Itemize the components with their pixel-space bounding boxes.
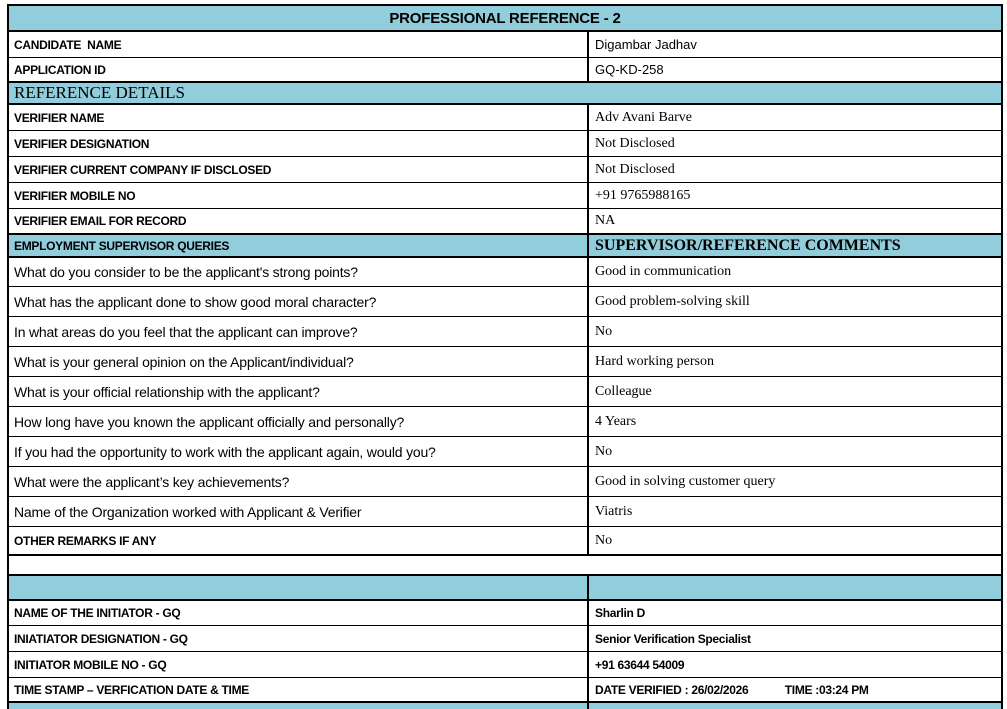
- query-row: [9, 256, 1001, 286]
- verifier-email-row: [9, 208, 1001, 233]
- other-remarks-row: [9, 526, 1001, 554]
- field-label: VERIFIER EMAIL FOR RECORD: [9, 209, 589, 233]
- empty-cell: [9, 576, 589, 599]
- application-id-row: [9, 57, 1001, 81]
- question-cell: What is your general opinion on the Applicant/individual?: [9, 347, 589, 376]
- queries-header-right: SUPERVISOR/REFERENCE COMMENTS: [595, 236, 901, 254]
- field-label: VERIFIER CURRENT COMPANY IF DISCLOSED: [9, 157, 589, 182]
- question-cell: Name of the Organization worked with Applicant & Verifier: [9, 497, 589, 526]
- queries-header-row: [9, 233, 1001, 256]
- query-row: [9, 496, 1001, 526]
- field-value: +91 63644 54009: [595, 657, 685, 672]
- answer-cell: No: [595, 323, 613, 339]
- answer-cell: 4 Years: [595, 413, 637, 429]
- verifier-name-row: [9, 103, 1001, 130]
- query-row: [9, 286, 1001, 316]
- question-cell: What is your official relationship with the applicant?: [9, 377, 589, 406]
- answer-cell: Good in communication: [595, 264, 732, 279]
- section-title: REFERENCE DETAILS: [14, 83, 185, 102]
- query-row: [9, 346, 1001, 376]
- answer-cell: Hard working person: [595, 353, 714, 369]
- reference-form-table: [7, 4, 1003, 709]
- initiator-mobile-row: [9, 651, 1001, 677]
- question-cell: If you had the opportunity to work with the applicant again, would you?: [9, 437, 589, 466]
- field-label: TIME STAMP – VERFICATION DATE & TIME: [9, 678, 589, 701]
- question-cell: How long have you known the applicant officially and personally?: [9, 407, 589, 436]
- empty-cell: [9, 703, 589, 709]
- empty-white-row: [9, 554, 1001, 574]
- field-value: Digambar Jadhav: [595, 37, 697, 52]
- field-value: GQ-KD-258: [595, 62, 664, 77]
- answer-cell: Viatris: [595, 503, 633, 519]
- question-cell: What has the applicant done to show good moral character?: [9, 287, 589, 316]
- field-label: APPLICATION ID: [9, 58, 589, 81]
- field-label: VERIFIER DESIGNATION: [9, 131, 589, 156]
- answer-cell: Colleague: [595, 383, 652, 399]
- query-row: [9, 316, 1001, 346]
- field-label: VERIFIER NAME: [9, 105, 589, 130]
- reference-details-header-row: [9, 81, 1001, 103]
- answer-cell: Good problem-solving skill: [595, 293, 750, 309]
- queries-header-left: EMPLOYMENT SUPERVISOR QUERIES: [9, 235, 589, 256]
- verifier-mobile-row: [9, 182, 1001, 208]
- page-title: PROFESSIONAL REFERENCE - 2: [389, 9, 621, 27]
- query-row: [9, 406, 1001, 436]
- candidate-name-row: [9, 30, 1001, 57]
- verifier-company-row: [9, 156, 1001, 182]
- empty-cell: [9, 556, 1001, 574]
- field-label: INITIATOR MOBILE NO - GQ: [9, 652, 589, 677]
- field-value: No: [595, 532, 613, 548]
- field-label: OTHER REMARKS IF ANY: [9, 527, 589, 554]
- question-cell: What were the applicant’s key achievements?: [9, 467, 589, 496]
- field-label: VERIFIER MOBILE NO: [9, 183, 589, 208]
- field-value: Senior Verification Specialist: [595, 631, 751, 646]
- answer-cell: Good in solving customer query: [595, 473, 776, 489]
- empty-cell: [589, 576, 1001, 599]
- verifier-designation-row: [9, 130, 1001, 156]
- initiator-designation-row: [9, 625, 1001, 651]
- field-label: NAME OF THE INITIATOR - GQ: [9, 601, 589, 625]
- field-value: Sharlin D: [595, 606, 645, 620]
- question-cell: What do you consider to be the applicant's strong points?: [9, 258, 589, 286]
- field-label: CANDIDATE NAME: [9, 32, 589, 57]
- field-value: NA: [595, 213, 616, 228]
- field-value: +91 9765988165: [595, 187, 691, 203]
- answer-cell: No: [595, 443, 613, 459]
- query-row: [9, 436, 1001, 466]
- field-value: DATE VERIFIED : 26/02/2026 TIME :03:24 PM: [595, 682, 869, 697]
- bottom-strip-row: [9, 701, 1001, 709]
- field-value: Not Disclosed: [595, 135, 675, 151]
- empty-cell: [589, 703, 1001, 709]
- field-label: INIATIATOR DESIGNATION - GQ: [9, 626, 589, 651]
- timestamp-row: [9, 677, 1001, 701]
- query-row: [9, 466, 1001, 496]
- question-cell: In what areas do you feel that the applicant can improve?: [9, 317, 589, 346]
- query-row: [9, 376, 1001, 406]
- empty-blue-row: [9, 574, 1001, 599]
- title-row: [9, 6, 1001, 30]
- initiator-name-row: [9, 599, 1001, 625]
- field-value: Adv Avani Barve: [595, 109, 692, 125]
- field-value: Not Disclosed: [595, 161, 675, 177]
